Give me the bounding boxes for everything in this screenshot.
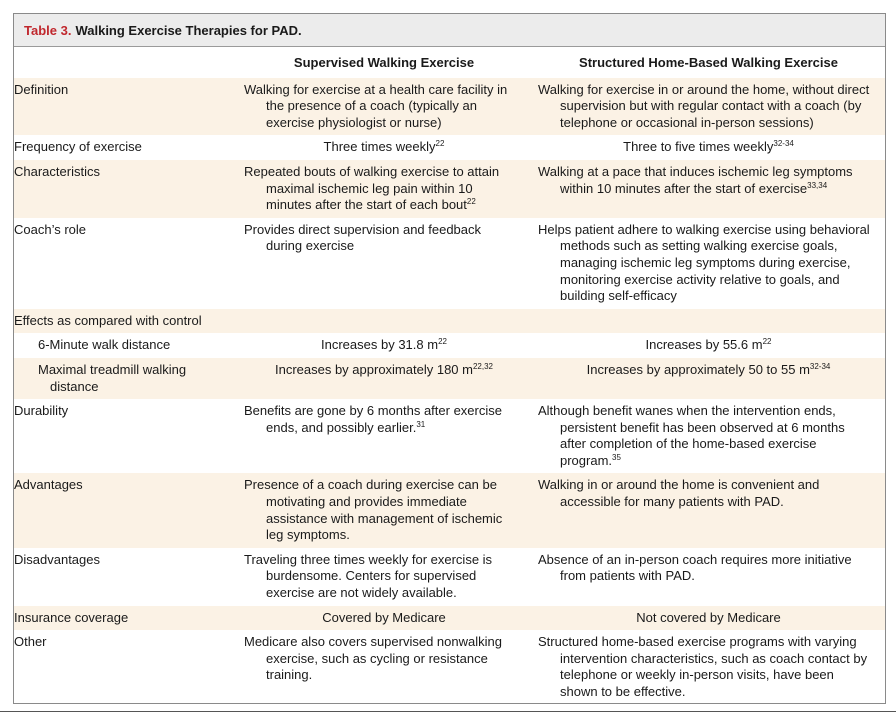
supervised-cell [236,606,532,631]
supervised-cell [236,78,532,136]
cell-text: Walking in or around the home is convenient and accessible for many patients with PAD. [538,477,820,510]
row-label: Durability [14,403,69,419]
home-cell [532,160,885,218]
cell-text: Absence of an in-person coach requires more initiative from patients with PAD. [538,551,852,584]
home-cell [532,630,885,704]
row-label: Characteristics [14,160,236,218]
row-label: Frequency of exercise [14,139,142,155]
home-cell [532,548,885,606]
reference-superscript: 22,32 [472,361,493,371]
reference-superscript: 35 [612,452,621,462]
supervised-cell [236,399,532,473]
row-frequency [14,135,885,160]
row-insurance [14,606,885,631]
home-cell [532,473,885,547]
row-durability [14,399,885,473]
reference-superscript: 22 [435,139,445,149]
row-label: Other [14,634,47,650]
header-supervised: Supervised Walking Exercise [293,55,475,70]
home-cell [532,218,885,309]
cell-text: Increases by approximately 180 m [274,361,473,377]
home-cell [532,333,885,358]
row-label: 6-Minute walk distance [38,337,171,353]
row-effects-heading [14,309,885,334]
row-other [14,630,885,704]
cell-text: Presence of a coach during exercise can be motivating and provides immediate assistance with management of ischemic leg symptoms. [244,477,503,543]
row-definition [14,78,885,136]
row-six-minute-walk [14,333,885,358]
row-label: Maximal treadmill walking distance [14,358,236,399]
row-advantages [14,473,885,547]
home-cell [532,135,885,160]
reference-superscript: 33,34 [807,180,828,190]
cell-text: Three to five times weekly [623,139,774,155]
row-treadmill-distance [14,358,885,399]
cell-text: Increases by approximately 50 to 55 m [586,361,810,377]
cell-text: Traveling three times weekly for exercise is burdensome. Centers for supervised exercise are not widely available. [244,551,493,601]
reference-superscript: 31 [416,419,426,429]
reference-superscript: 22 [762,337,772,347]
cell-text: Walking for exercise at a health care facility in the presence of a coach (typically an exercise physiologist or nurse) [244,81,508,130]
cell-text: Not covered by Medicare [636,609,781,625]
reference-superscript: 32-34 [773,139,794,149]
table-title [14,14,885,47]
reference-superscript: 22 [466,197,476,207]
row-characteristics [14,160,885,218]
supervised-cell [236,218,532,309]
supervised-cell [236,358,532,399]
cell-text: Three times weekly [323,139,436,155]
cell-text: Provides direct supervision and feedback during exercise [244,221,482,254]
row-label: Coach’s role [14,221,87,237]
supervised-cell [236,135,532,160]
cell-text: Although benefit wanes when the intervention ends, persistent benefit has been observed at 6 months after completion of the home-based exercise program. [538,403,845,468]
reference-superscript: 32-34 [809,361,831,371]
home-cell [532,78,885,136]
row-coach-role [14,218,885,309]
cell-text: Increases by 55.6 m [645,337,763,353]
table-caption: Walking Exercise Therapies for PAD. [75,22,302,38]
cell-text: Increases by 31.8 m [321,337,439,353]
home-cell [532,399,885,473]
cell-text: Covered by Medicare [322,609,446,625]
row-disadvantages [14,548,885,606]
cell-text: Helps patient adhere to walking exercise using behavioral methods such as setting walking exercise goals, managing ischemic leg symptoms during exercise, monitoring exercise activity relative to goals, and building self-efficacy [538,221,870,304]
cell-text: Repeated bouts of walking exercise to attain maximal ischemic leg pain within 10 minutes after the start of each bout [244,163,500,213]
row-label: Disadvantages [14,551,100,567]
cell-text: Medicare also covers supervised nonwalking exercise, such as cycling or resistance training. [244,634,502,683]
header-home-based: Structured Home-Based Walking Exercise [579,55,838,70]
home-cell [532,358,885,399]
reference-superscript: 22 [438,337,447,347]
bottom-rule [0,711,896,712]
table-number: Table 3. [24,22,72,38]
supervised-cell [236,473,532,547]
cell-text: Benefits are gone by 6 months after exercise ends, and possibly earlier. [244,403,502,435]
row-label: Effects as compared with control [14,309,885,334]
home-cell [532,606,885,631]
cell-text: Walking at a pace that induces ischemic leg symptoms within 10 minutes after the start of exercise [538,163,853,196]
supervised-cell [236,160,532,218]
row-label: Insurance coverage [14,606,236,631]
supervised-cell [236,333,532,358]
cell-text: Walking for exercise in or around the home, without direct supervision but with regular contact with a coach (by telephone or occasional in-person sessions) [538,81,870,130]
header-empty [14,47,236,78]
header-row [14,47,885,78]
row-label: Advantages [14,473,236,547]
supervised-cell [236,630,532,704]
supervised-cell [236,548,532,606]
table-frame [13,13,886,704]
therapy-table [14,47,885,705]
row-label: Definition [14,78,236,136]
cell-text: Structured home-based exercise programs with varying intervention characteristics, such as coach contact by telephone or weekly in-person visits, have been shown to be effective. [538,634,868,699]
